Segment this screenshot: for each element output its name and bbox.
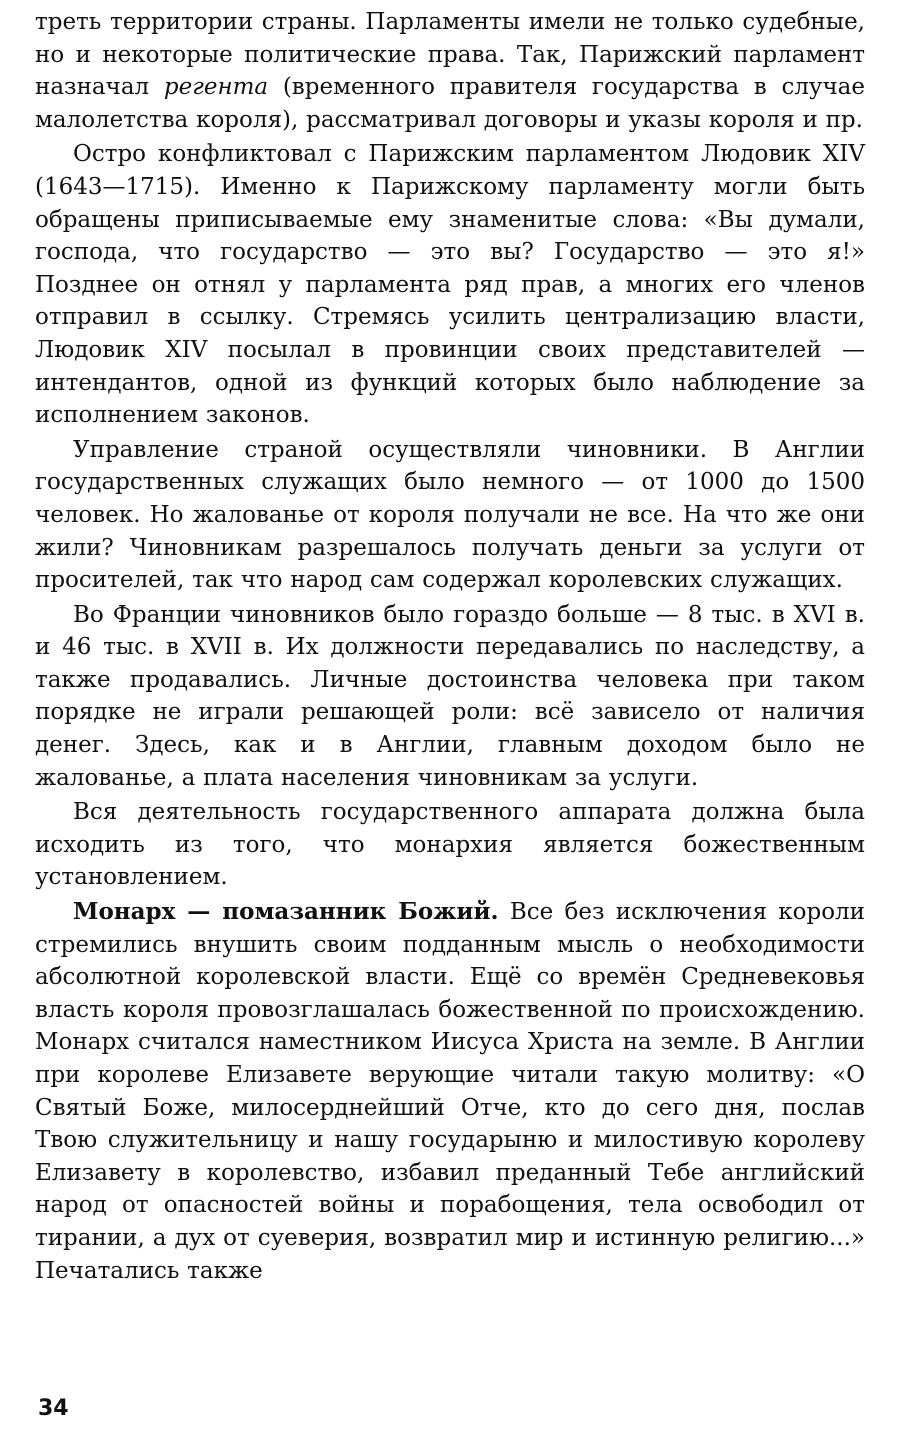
paragraph-england-officials: Управление страной осуществляли чиновники. В Англии государственных служащих было немного — от 1000 до 1500 человек. Но жалованье от короля получали не все. На что же они жили? Чиновникам разрешалось получать деньги за услуги от просителей, так что народ сам содержал королевских служащих.: [35, 436, 865, 594]
term-regent: регента: [163, 74, 269, 101]
page-body: [35, 6, 865, 1287]
page-number: 34: [38, 1396, 69, 1421]
paragraph-text: треть территории страны. Парламенты имели не только судебные, но и некоторые политические права. Так, Парижский парламент назначал: [35, 9, 865, 101]
paragraph-anointed-monarch: [35, 896, 865, 1287]
section-heading: Монарх — помазанник Божий.: [73, 898, 499, 926]
paragraph-france-officials: Во Франции чиновников было гораздо больше — 8 тыс. в XVI в. и 46 тыс. в XVII в. Их должности передавались по наследству, а также продавались. Личные достоинства человека при таком порядке не играли решающей роли: всё зависело от наличия денег. Здесь, как и в Англии, главным доходом было не жалованье, а плата населения чиновникам за услуги.: [35, 601, 865, 791]
paragraph-parliaments: [35, 6, 865, 136]
paragraph-louis-xiv: Остро конфликтовал с Парижским парламентом Людовик XIV (1643—1715). Именно к Парижскому парламенту могли быть обращены приписываемые ему знаменитые слова: «Вы думали, господа, что государство — это вы? Государство — это я!» Позднее он отнял у парламента ряд прав, а многих его членов отправил в ссылку. Стремясь усилить централизацию власти, Людовик XIV посылал в провинции своих представителей — интендантов, одной из функций которых было наблюдение за исполнением законов.: [35, 141, 865, 429]
paragraph-text: Все без исключения короли стремились внушить своим подданным мысль о необходимости абсолютной королевской власти. Ещё со времён Средневековья власть короля провозглашалась божественной по происхождению. Монарх считался наместником Иисуса Христа на земле. В Англии при королеве Елизавете верующие читали такую молитву: «О Святый Боже, милосерднейший Отче, кто до сего дня, послав Твою служительницу и нашу государыню и милостивую королеву Елизавету в королевство, избавил преданный Тебе английский народ от опасностей войны и порабощения, тела освободил от тирании, а дух от суеверия, возвратил мир и истинную религию...» Печатались также: [35, 899, 865, 1284]
paragraph-state-apparatus: Вся деятельность государственного аппарата должна была исходить из того, что монархия является божественным установлением.: [35, 799, 865, 891]
paragraph-text: (временного правителя государства в случае малолетства короля), рассматривал договоры и указы короля и пр.: [35, 74, 865, 133]
